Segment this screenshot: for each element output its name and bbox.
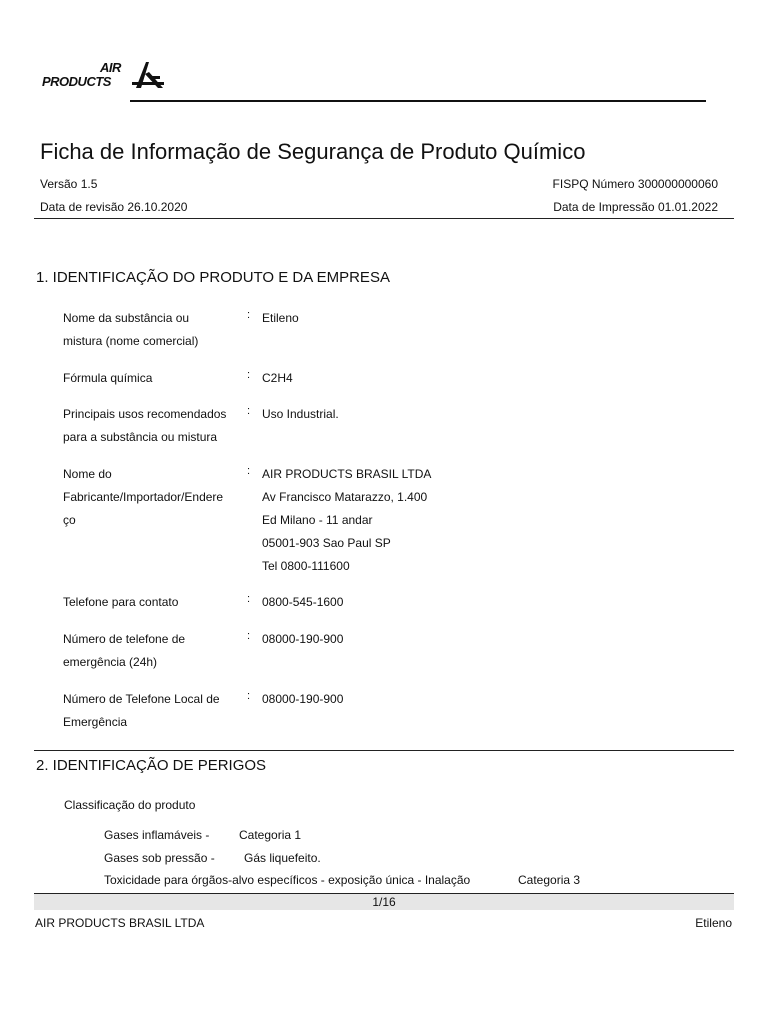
air-products-mark-icon — [130, 60, 166, 90]
hazard-category: Categoria 1 — [239, 828, 302, 842]
value-line: Av Francisco Matarazzo, 1.400 — [262, 490, 428, 504]
version: Versão 1.5 — [40, 177, 98, 191]
field-label-local-emergency-phone — [63, 688, 243, 734]
field-value-emergency-phone — [262, 628, 343, 651]
field-value-local-emergency-phone — [262, 688, 343, 711]
section-divider — [34, 750, 734, 751]
value-line: Ed Milano - 11 andar — [262, 513, 373, 527]
label-line: ço — [63, 513, 76, 527]
label-line: Principais usos recomendados — [63, 407, 227, 421]
page-number: 1/16 — [372, 895, 396, 909]
field-label-emergency-phone — [63, 628, 243, 674]
value-line: 05001-903 Sao Paul SP — [262, 536, 391, 550]
label-line: para a substância ou mistura — [63, 430, 218, 444]
value-line: Etileno — [262, 311, 299, 325]
label-line: Nome do — [63, 467, 112, 481]
logo-text-air: AIR — [100, 60, 121, 75]
fispq-number: FISPQ Número 300000000060 — [552, 177, 718, 191]
field-label-contact-phone — [63, 591, 243, 614]
logo-text-products: PRODUCTS — [42, 74, 111, 89]
field-label-trade-name — [63, 307, 243, 353]
label-line: Nome da substância ou — [63, 311, 190, 325]
air-products-logo — [42, 58, 170, 94]
field-value-contact-phone — [262, 591, 343, 614]
value-line: 08000-190-900 — [262, 692, 344, 706]
footer-product: Etileno — [695, 916, 732, 930]
hazard-name: Gases sob pressão - — [104, 851, 215, 865]
label-line: Emergência — [63, 715, 128, 729]
header-divider — [34, 218, 734, 219]
field-value-trade-name — [262, 307, 299, 330]
field-value-formula — [262, 367, 293, 390]
field-label-uses — [63, 403, 243, 449]
section-1-title: 1. IDENTIFICAÇÃO DO PRODUTO E DA EMPRESA — [36, 269, 390, 286]
value-line: C2H4 — [262, 371, 293, 385]
value-line: 0800-545-1600 — [262, 595, 344, 609]
colon-separator: : — [247, 309, 251, 321]
hazard-category: Categoria 3 — [518, 873, 581, 887]
label-line: Telefone para contato — [63, 595, 179, 609]
field-value-uses — [262, 403, 339, 426]
classification-heading: Classificação do produto — [64, 798, 196, 812]
colon-separator: : — [247, 690, 251, 702]
value-line: Tel 0800-111600 — [262, 559, 350, 573]
value-line: 08000-190-900 — [262, 632, 344, 646]
footer-company: AIR PRODUCTS BRASIL LTDA — [35, 916, 205, 930]
colon-separator: : — [247, 465, 251, 477]
value-line: AIR PRODUCTS BRASIL LTDA — [262, 467, 432, 481]
value-line: Uso Industrial. — [262, 407, 339, 421]
header-rule — [130, 100, 706, 102]
colon-separator: : — [247, 630, 251, 642]
field-value-manufacturer — [262, 463, 431, 578]
colon-separator: : — [247, 405, 251, 417]
label-line: Fabricante/Importador/Endere — [63, 490, 224, 504]
hazard-name: Gases inflamáveis - — [104, 828, 210, 842]
print-date: Data de Impressão 01.01.2022 — [553, 200, 718, 214]
revision-date: Data de revisão 26.10.2020 — [40, 200, 188, 214]
colon-separator: : — [247, 369, 251, 381]
hazard-category: Gás liquefeito. — [244, 851, 321, 865]
label-line: emergência (24h) — [63, 655, 158, 669]
field-label-manufacturer — [63, 463, 243, 532]
hazard-name: Toxicidade para órgãos-alvo específicos - exposição única - Inalação — [104, 873, 471, 887]
colon-separator: : — [247, 593, 251, 605]
document-title: Ficha de Informação de Segurança de Produto Químico — [40, 139, 586, 164]
label-line: Número de Telefone Local de — [63, 692, 220, 706]
label-line: Fórmula química — [63, 371, 153, 385]
label-line: mistura (nome comercial) — [63, 334, 199, 348]
label-line: Número de telefone de — [63, 632, 186, 646]
section-2-title: 2. IDENTIFICAÇÃO DE PERIGOS — [36, 757, 267, 774]
field-label-formula — [63, 367, 243, 390]
